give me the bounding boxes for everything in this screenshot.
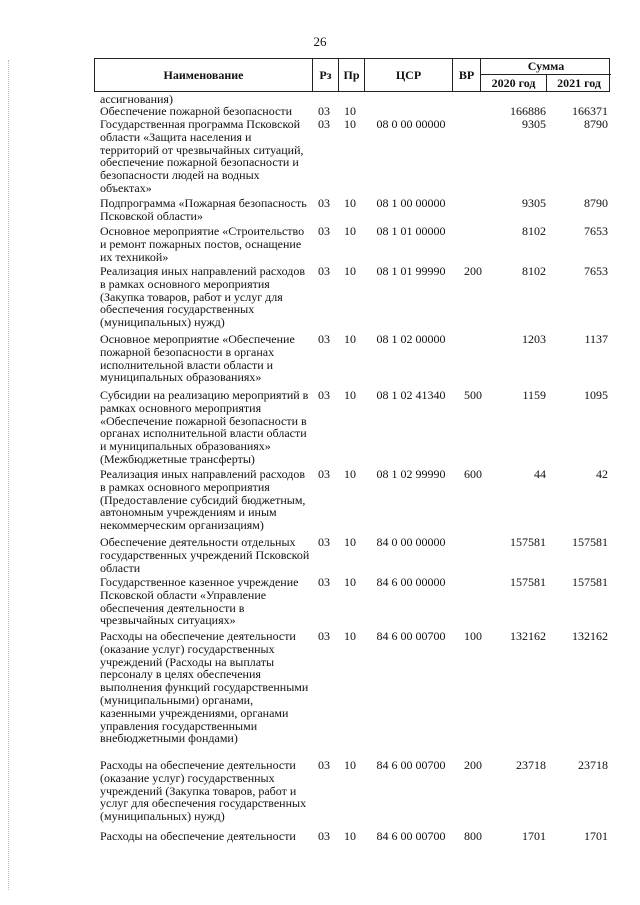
row-rz: 03 (318, 629, 330, 643)
row-rz: 03 (318, 575, 330, 589)
row-rz: 03 (318, 388, 330, 402)
row-pr: 10 (344, 388, 356, 402)
row-pr: 10 (344, 467, 356, 481)
row-rz: 03 (318, 535, 330, 549)
row-2021: 157581 (572, 575, 608, 589)
row-name: Государственная программа Псковской области «Защита населения и территорий от чрезвычайных ситуаций, обеспечение пожарной безопасности и безопасности людей на водных объектах» (100, 117, 304, 195)
row-rz: 03 (318, 196, 330, 210)
row-2020: 23718 (516, 758, 546, 772)
row-csr: 08 1 01 00000 (376, 224, 446, 238)
row-pr: 10 (344, 224, 356, 238)
row-name: Обеспечение деятельности отдельных государственных учреждений Псковской области (100, 535, 310, 575)
row-pr: 10 (344, 117, 356, 131)
header-rz: Рз (313, 59, 339, 91)
row-2021: 1137 (584, 332, 608, 346)
row-pr: 10 (344, 196, 356, 210)
row-2020: 1701 (522, 829, 546, 843)
row-rz: 03 (318, 117, 330, 131)
row-vr: 200 (464, 758, 482, 772)
row-2020: 1159 (522, 388, 546, 402)
row-name: Реализация иных направлений расходов в рамках основного мероприятия (Закупка товаров, работ и услуг для обеспечения государственных (муниципальных) нужд) (100, 264, 306, 330)
row-2021: 8790 (584, 196, 608, 210)
header-csr: ЦСР (365, 59, 453, 91)
row-name: Обеспечение пожарной безопасности (100, 104, 293, 118)
row-2021: 166371 (572, 104, 608, 118)
row-pr: 10 (344, 332, 356, 346)
row-pr: 10 (344, 535, 356, 549)
row-csr: 08 1 02 00000 (376, 332, 446, 346)
page-number: 26 (313, 34, 327, 49)
row-pr: 10 (344, 264, 356, 278)
row-2021: 8790 (584, 117, 608, 131)
table-header (94, 58, 610, 92)
row-pr: 10 (344, 758, 356, 772)
row-rz: 03 (318, 104, 330, 118)
row-2021: 1701 (584, 829, 608, 843)
row-2020: 8102 (522, 224, 546, 238)
header-vr: ВР (453, 59, 481, 91)
row-2020: 166886 (510, 104, 546, 118)
row-pr: 10 (344, 575, 356, 589)
row-name: ассигнования) (100, 92, 173, 106)
row-csr: 08 1 02 99990 (376, 467, 446, 481)
row-rz: 03 (318, 224, 330, 238)
header-pr: Пр (339, 59, 365, 91)
row-pr: 10 (344, 629, 356, 643)
row-name: Расходы на обеспечение деятельности (100, 829, 296, 843)
row-2020: 8102 (522, 264, 546, 278)
row-csr: 84 6 00 00700 (376, 829, 446, 843)
row-2020: 44 (534, 467, 546, 481)
row-2020: 1203 (522, 332, 546, 346)
row-rz: 03 (318, 332, 330, 346)
header-sum: Сумма (481, 59, 611, 75)
row-2020: 9305 (522, 196, 546, 210)
row-name: Реализация иных направлений расходов в рамках основного мероприятия (Предоставление субсидий бюджетным, автономным учреждениям и иным некоммерческим организациям) (100, 467, 306, 533)
row-csr: 84 6 00 00700 (376, 758, 446, 772)
row-2020: 9305 (522, 117, 546, 131)
row-csr: 84 0 00 00000 (376, 535, 446, 549)
row-2021: 157581 (572, 535, 608, 549)
row-name: Подпрограмма «Пожарная безопасность Псковской области» (100, 196, 307, 223)
row-rz: 03 (318, 264, 330, 278)
row-csr: 84 6 00 00000 (376, 575, 446, 589)
row-vr: 600 (464, 467, 482, 481)
row-2021: 1095 (584, 388, 608, 402)
row-name: Расходы на обеспечение деятельности (оказание услуг) государственных учреждений (Закупка товаров, работ и услуг для обеспечения государственных (муниципальных) нужд) (100, 758, 307, 824)
header-name: Наименование (95, 59, 313, 91)
row-vr: 100 (464, 629, 482, 643)
row-rz: 03 (318, 467, 330, 481)
row-vr: 500 (464, 388, 482, 402)
row-vr: 800 (464, 829, 482, 843)
row-csr: 08 1 00 00000 (376, 196, 446, 210)
row-csr: 08 1 02 41340 (376, 388, 446, 402)
row-2021: 7653 (584, 264, 608, 278)
row-rz: 03 (318, 758, 330, 772)
row-2021: 132162 (572, 629, 608, 643)
row-csr: 84 6 00 00700 (376, 629, 446, 643)
row-name: Основное мероприятие «Обеспечение пожарной безопасности в органах исполнительной власти области и муниципальных образованиях» (100, 332, 295, 385)
row-name: Расходы на обеспечение деятельности (оказание услуг) государственных учреждений (Расходы на выплаты персоналу в целях обеспечения выполнения функций государственными (муниципальными) органами, казенными учреждениями, органами управления государственными внебюджетными фондами) (100, 629, 309, 746)
row-name: Субсидии на реализацию мероприятий в рамках основного мероприятия «Обеспечение пожарной безопасности в органах исполнительной власти области и муниципальных образованиях» (Межбюджетные трансферты) (100, 388, 309, 466)
header-year-2020: 2020 год (481, 75, 547, 92)
row-2020: 132162 (510, 629, 546, 643)
row-2021: 23718 (578, 758, 608, 772)
row-2021: 42 (596, 467, 608, 481)
row-2020: 157581 (510, 575, 546, 589)
row-csr: 08 1 01 99990 (376, 264, 446, 278)
page-edge-line (8, 60, 10, 890)
row-csr: 08 0 00 00000 (376, 117, 446, 131)
row-2020: 157581 (510, 535, 546, 549)
row-pr: 10 (344, 829, 356, 843)
row-name: Основное мероприятие «Строительство и ремонт пожарных постов, оснащение их техникой» (100, 224, 305, 264)
row-name: Государственное казенное учреждение Псковской области «Управление обеспечения деятельности в чрезвычайных ситуациях» (100, 575, 299, 628)
header-year-2021: 2021 год (557, 76, 601, 90)
row-vr: 200 (464, 264, 482, 278)
row-pr: 10 (344, 104, 356, 118)
row-2021: 7653 (584, 224, 608, 238)
row-rz: 03 (318, 829, 330, 843)
